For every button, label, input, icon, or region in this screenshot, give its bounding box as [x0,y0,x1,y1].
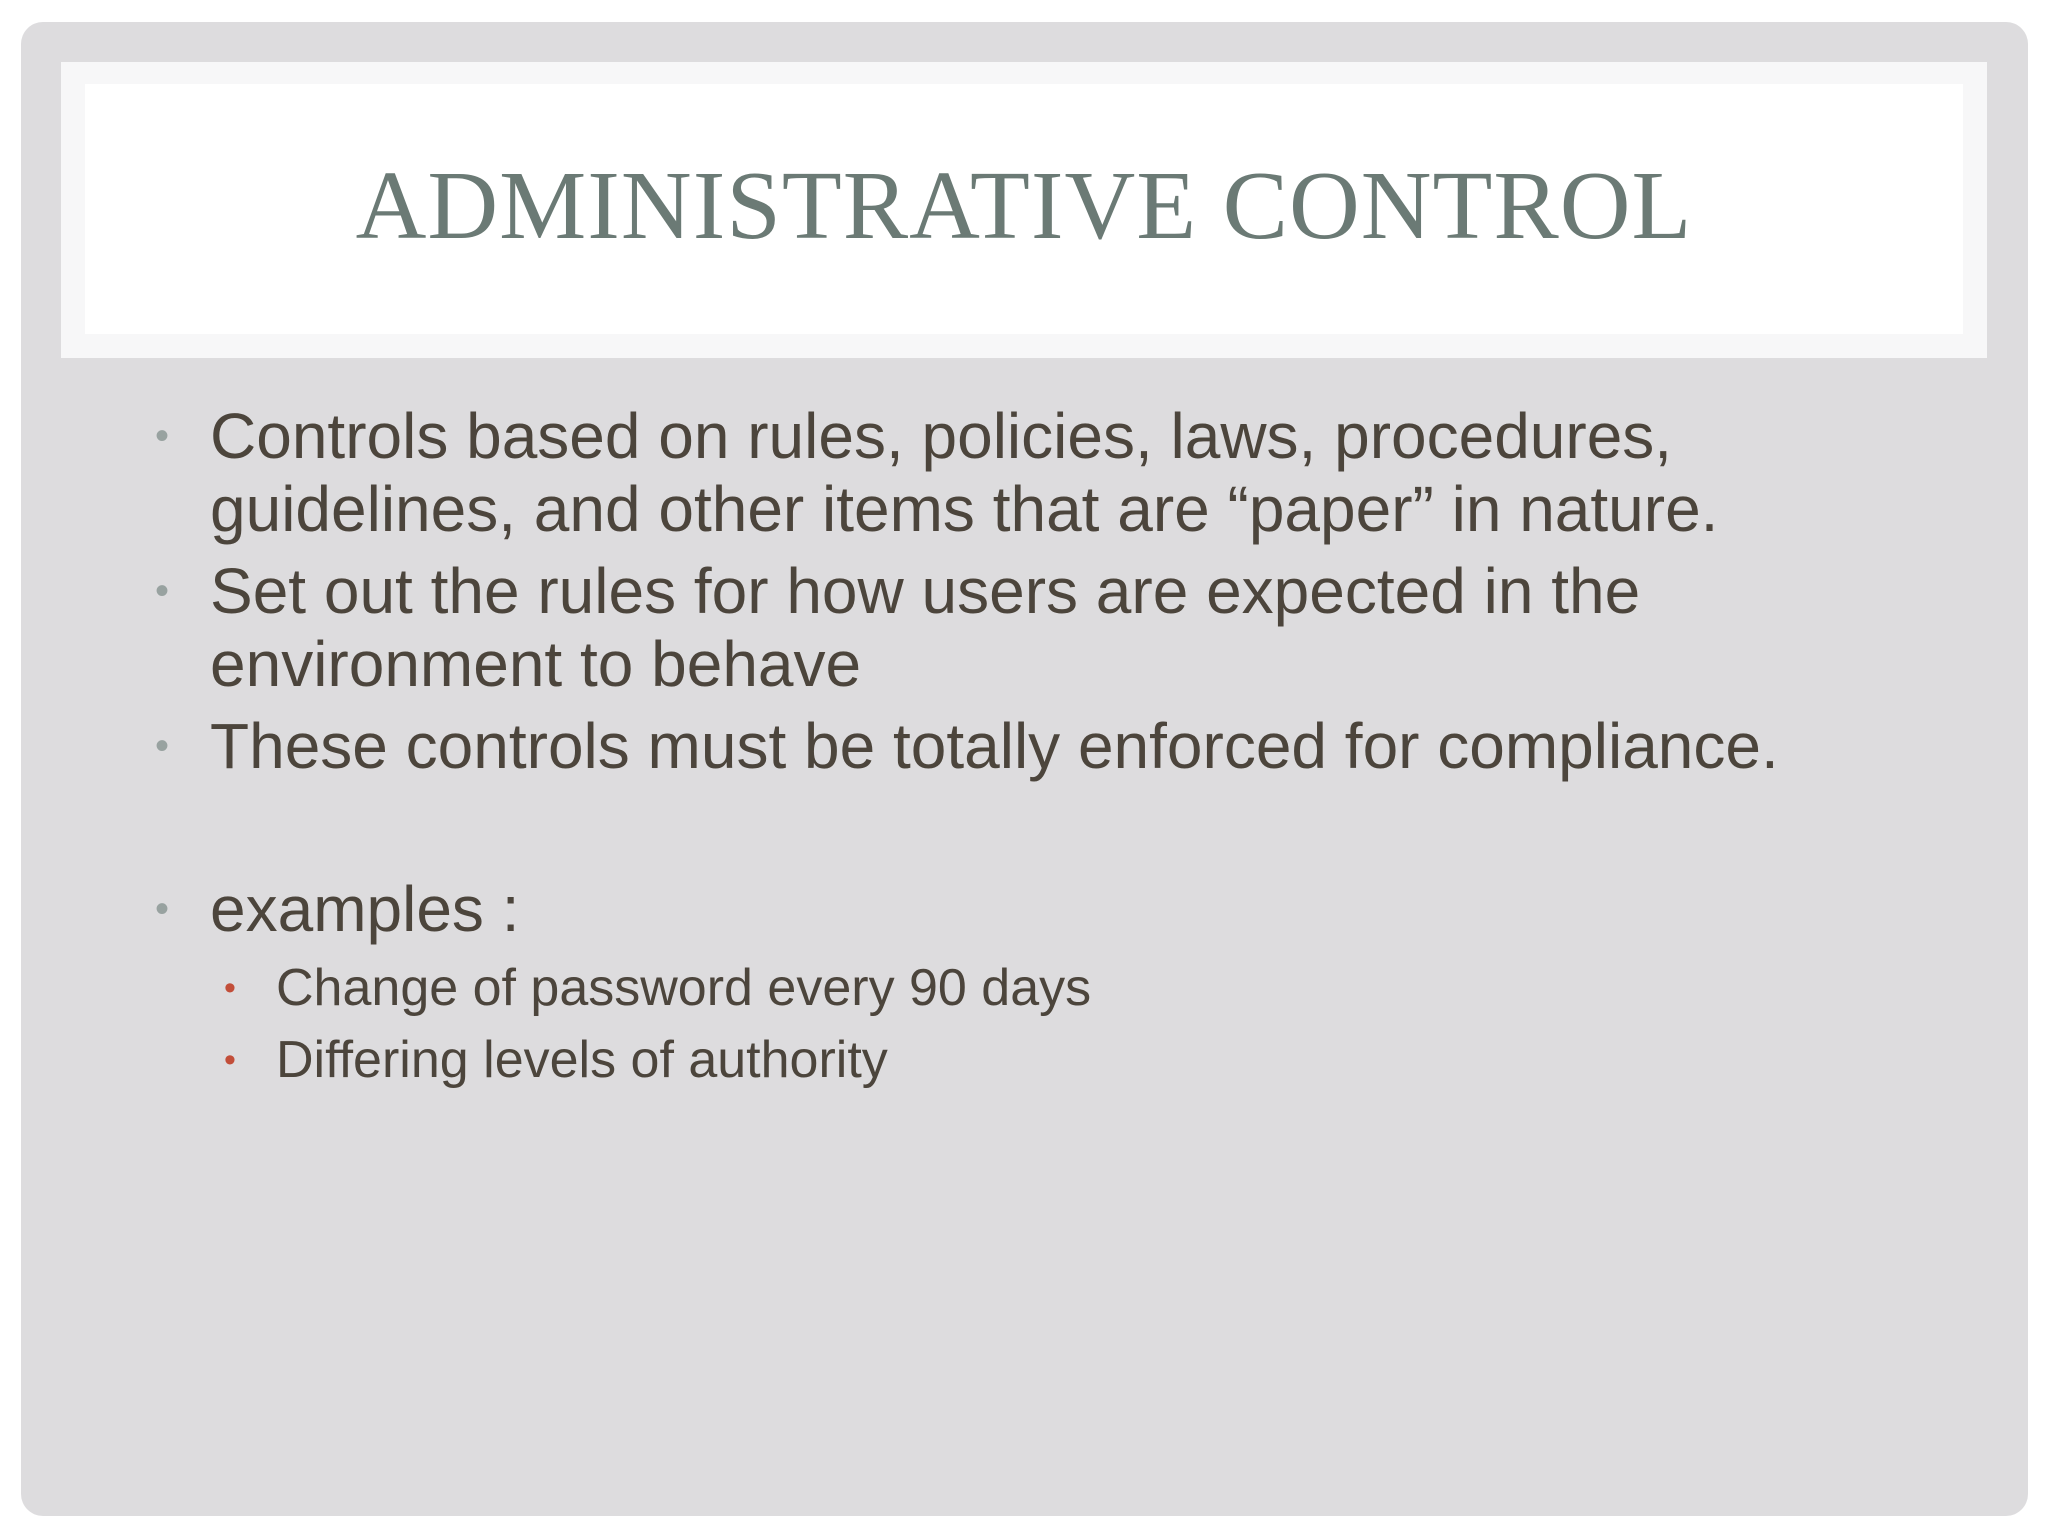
bullet-list [141,400,1941,1096]
bullet-dot-icon: • [155,569,170,613]
list-item-text: These controls must be totally enforced for compliance. [210,710,1779,782]
bullet-dot-icon: • [224,1041,236,1079]
bullet-dot-icon: • [224,969,236,1007]
content-body [141,400,1941,1105]
sub-list-item [210,1024,1941,1096]
list-item-text: Controls based on rules, policies, laws, procedures, guidelines, and other items that are “paper” in nature. [210,400,1719,545]
list-item [141,555,1941,701]
sub-list-item-text: Differing levels of authority [276,1031,888,1089]
list-item [141,400,1941,546]
list-item [141,710,1941,783]
title-box [85,84,1963,334]
list-item-text: examples : [210,873,520,945]
slide [21,22,2028,1516]
list-item [141,873,1941,1096]
slide-title: ADMINISTRATIVE CONTROL [355,152,1693,260]
sub-list-item [210,952,1941,1024]
bullet-dot-icon: • [155,724,170,768]
bullet-dot-icon: • [155,887,170,931]
list-item-text: Set out the rules for how users are expected in the environment to behave [210,555,1641,700]
sub-bullet-list [210,952,1941,1096]
bullet-dot-icon: • [155,414,170,458]
title-frame [61,62,1987,358]
sub-list-item-text: Change of password every 90 days [276,959,1092,1017]
